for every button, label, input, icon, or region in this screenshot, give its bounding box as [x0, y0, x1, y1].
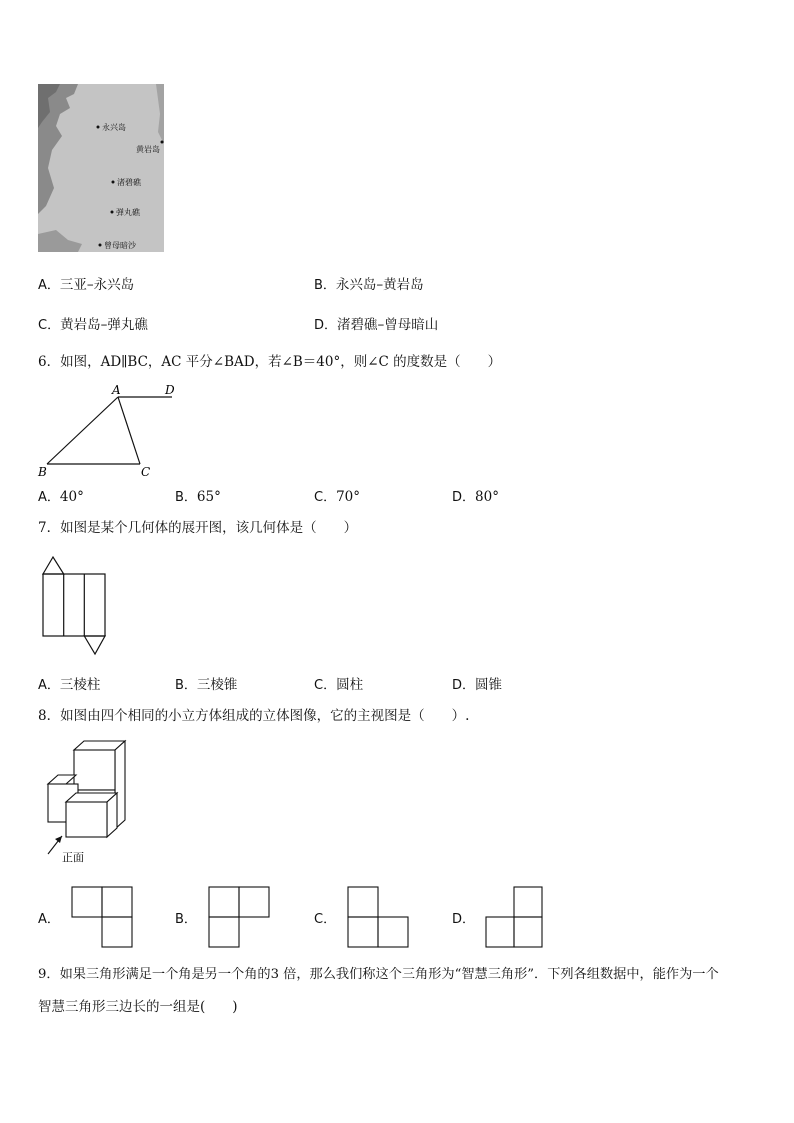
segment-ac [118, 397, 140, 464]
huangyan-dot [161, 141, 164, 144]
map-label-yongxing: 永兴岛 [102, 123, 126, 132]
q6-triangle-figure [34, 380, 184, 480]
front-label: 正面 [62, 851, 84, 864]
q7-stem: 7．如图是某个几何体的展开图，该几何体是（ ） [38, 520, 358, 536]
option-letter: B． [175, 490, 197, 505]
option-text: 永兴岛–黄岩岛 [335, 277, 424, 293]
option-letter: C． [314, 678, 337, 693]
option-letter: C． [314, 912, 337, 927]
q8-cubes-figure [40, 738, 140, 868]
net-rectangle [43, 574, 105, 636]
option-letter: D． [452, 490, 476, 505]
option-text: 70° [336, 489, 361, 505]
net-bottom-triangle [84, 636, 105, 654]
sea-map-svg [38, 84, 164, 252]
map-label-huangyan: 黄岩岛 [136, 145, 160, 154]
option-letter: C． [38, 318, 61, 333]
q7-net-figure [40, 555, 110, 657]
option-letter: A． [38, 678, 60, 693]
sea-map-image [38, 84, 164, 252]
q9-stem-line-1: 9．如果三角形满足一个角是另一个角的3 倍，那么我们称这个三角形为“智慧三角形”．下列各组数据中，能作为一个 [38, 967, 719, 982]
option-letter: B． [175, 678, 197, 693]
option-text: 三棱锥 [196, 677, 238, 693]
option-letter: A． [38, 912, 60, 927]
option-text: 渚碧礁–曾母暗山 [337, 317, 439, 333]
q8-option-a[interactable] [38, 910, 60, 929]
map-label-danwan: 弹丸礁 [116, 208, 140, 217]
map-label-zengmu: 曾母暗沙 [104, 241, 136, 250]
q8-option-d[interactable] [452, 910, 475, 929]
q8-option-b-figure [207, 885, 271, 949]
q8-stem: 8．如图由四个相同的小立方体组成的立体图像，它的主视图是（ ）. [38, 708, 470, 724]
option-letter: D． [314, 318, 338, 333]
zengmu-dot [99, 244, 102, 247]
zhubi-dot [112, 181, 115, 184]
option-text: 圆锥 [475, 677, 503, 693]
q8-option-c-figure [346, 885, 410, 949]
option-text: 65° [196, 489, 221, 505]
q7-option-d[interactable] [452, 676, 502, 695]
segment-ab [47, 397, 118, 464]
option-text: 80° [475, 489, 499, 505]
q5-option-c[interactable] [38, 316, 148, 335]
q8-option-a-figure [70, 885, 134, 949]
option-text: 三亚–永兴岛 [59, 277, 135, 293]
q5-option-a[interactable] [38, 276, 134, 295]
point-label-c: C [141, 465, 151, 479]
option-text: 圆柱 [336, 677, 364, 693]
front-arrow-head [55, 836, 62, 843]
q7-option-c[interactable] [314, 676, 363, 695]
q6-option-b[interactable] [175, 488, 221, 507]
option-text: 黄岩岛–弹丸礁 [60, 317, 148, 333]
q9-stem-line-2: 智慧三角形三边长的一组是( ) [38, 999, 238, 1015]
option-letter: C． [314, 490, 337, 505]
q5-option-b[interactable] [314, 276, 424, 295]
option-letter: A． [38, 278, 60, 293]
point-label-d: D [165, 383, 175, 397]
q6-option-c[interactable] [314, 488, 360, 507]
q8-option-b[interactable] [175, 910, 197, 929]
option-letter: D． [452, 678, 476, 693]
q5-option-d[interactable] [314, 316, 438, 335]
map-label-zhubi: 渚碧礁 [117, 178, 141, 187]
danwan-dot [111, 211, 114, 214]
net-top-triangle [43, 557, 64, 574]
option-letter: B． [175, 912, 197, 927]
q6-option-a[interactable] [38, 488, 84, 507]
option-letter: D． [452, 912, 476, 927]
point-label-a: A [112, 383, 121, 397]
q6-option-d[interactable] [452, 488, 499, 507]
option-letter: B． [314, 278, 336, 293]
q8-option-c[interactable] [314, 910, 336, 929]
option-letter: A． [38, 490, 60, 505]
option-text: 40° [59, 489, 84, 505]
q6-stem: 6．如图，AD∥BC，AC 平分∠BAD，若∠B＝40°，则∠C 的度数是（ ） [38, 354, 502, 370]
option-text: 三棱柱 [59, 677, 101, 693]
q8-option-d-figure [484, 885, 548, 949]
point-label-b: B [38, 465, 47, 479]
q7-option-a[interactable] [38, 676, 100, 695]
q7-option-b[interactable] [175, 676, 237, 695]
yongxing-dot [97, 126, 100, 129]
